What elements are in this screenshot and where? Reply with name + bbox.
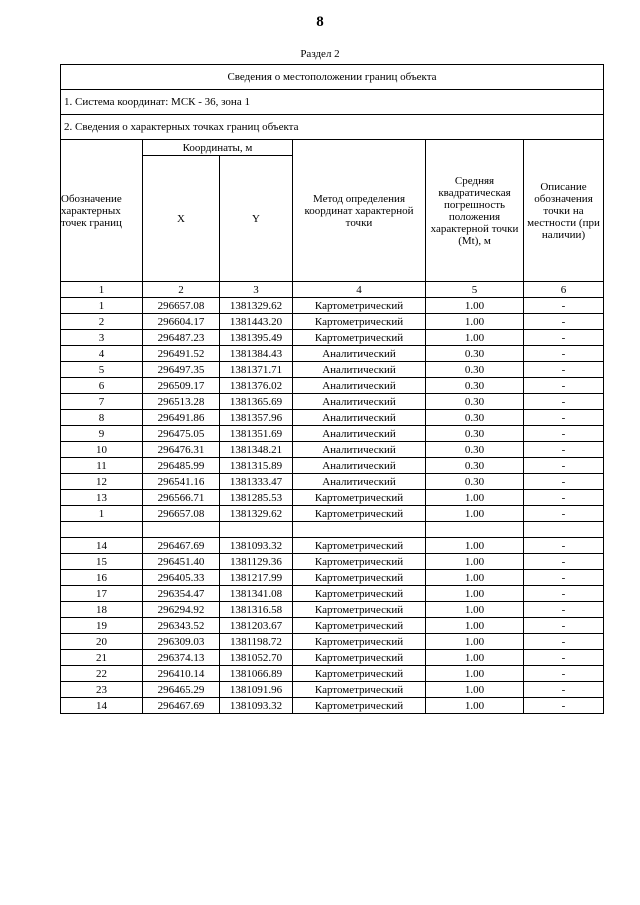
header-error: Средняя квадратическая погрешность положения характерной точки (Mt), м [426,140,524,282]
table-row [61,570,604,586]
error-cell: 0.30 [426,442,524,458]
y-coordinate-cell: 1381203.67 [220,618,293,634]
error-cell: 1.00 [426,506,524,522]
description-cell: - [524,426,604,442]
table-row [61,298,604,314]
error-cell: 1.00 [426,618,524,634]
x-coordinate-cell: 296509.17 [143,378,220,394]
point-id-cell: 3 [61,330,143,346]
description-cell: - [524,506,604,522]
method-cell: Картометрический [293,570,426,586]
y-coordinate-cell: 1381395.49 [220,330,293,346]
column-number: 5 [426,282,524,298]
method-cell: Картометрический [293,650,426,666]
description-cell: - [524,458,604,474]
table-row [61,666,604,682]
table-row [61,506,604,522]
point-id-cell: 4 [61,346,143,362]
description-cell: - [524,554,604,570]
error-cell: 1.00 [426,650,524,666]
description-cell: - [524,602,604,618]
description-cell: - [524,442,604,458]
error-cell: 1.00 [426,330,524,346]
point-id-cell: 6 [61,378,143,394]
x-coordinate-cell: 296497.35 [143,362,220,378]
error-cell: 0.30 [426,410,524,426]
point-id-cell: 9 [61,426,143,442]
y-coordinate-cell: 1381371.71 [220,362,293,378]
header-method: Метод определения координат характерной точки [293,140,426,282]
point-id-cell: 20 [61,634,143,650]
error-cell: 1.00 [426,490,524,506]
x-coordinate-cell: 296410.14 [143,666,220,682]
error-cell: 0.30 [426,474,524,490]
method-cell: Аналитический [293,362,426,378]
point-id-cell: 1 [61,506,143,522]
table-row [61,458,604,474]
table-row [61,314,604,330]
y-coordinate-cell: 1381329.62 [220,298,293,314]
column-number: 4 [293,282,426,298]
error-cell: 1.00 [426,586,524,602]
x-coordinate-cell: 296604.17 [143,314,220,330]
method-cell: Картометрический [293,490,426,506]
x-coordinate-cell: 296405.33 [143,570,220,586]
y-coordinate-cell: 1381198.72 [220,634,293,650]
x-coordinate-cell: 296354.47 [143,586,220,602]
point-id-cell: 18 [61,602,143,618]
description-cell: - [524,474,604,490]
method-cell: Картометрический [293,330,426,346]
description-cell: - [524,330,604,346]
table-row [61,490,604,506]
page-number: 8 [316,14,324,30]
table-row [61,394,604,410]
x-coordinate-cell: 296294.92 [143,602,220,618]
table-row [61,538,604,554]
y-coordinate-cell: 1381329.62 [220,506,293,522]
error-cell: 1.00 [426,666,524,682]
x-coordinate-cell: 296566.71 [143,490,220,506]
description-cell: - [524,698,604,714]
y-coordinate-cell: 1381093.32 [220,698,293,714]
error-cell: 1.00 [426,538,524,554]
method-cell: Картометрический [293,298,426,314]
header-coords: Координаты, м [143,140,293,156]
error-cell: 1.00 [426,634,524,650]
column-number: 6 [524,282,604,298]
point-id-cell: 22 [61,666,143,682]
method-cell: Аналитический [293,442,426,458]
point-id-cell: 14 [61,538,143,554]
point-id-cell: 1 [61,298,143,314]
empty-cell [220,522,293,538]
point-id-cell: 16 [61,570,143,586]
table-title: Сведения о местоположении границ объекта [61,65,604,90]
point-id-cell: 14 [61,698,143,714]
y-coordinate-cell: 1381443.20 [220,314,293,330]
x-coordinate-cell: 296657.08 [143,298,220,314]
y-coordinate-cell: 1381384.43 [220,346,293,362]
table-row [61,698,604,714]
point-id-cell: 8 [61,410,143,426]
y-coordinate-cell: 1381093.32 [220,538,293,554]
point-id-cell: 2 [61,314,143,330]
description-cell: - [524,538,604,554]
boundary-points-table [60,64,604,714]
point-id-cell: 19 [61,618,143,634]
column-number: 2 [143,282,220,298]
table-row [61,650,604,666]
points-caption: 2. Сведения о характерных точках границ объекта [61,115,604,140]
description-cell: - [524,410,604,426]
description-cell: - [524,394,604,410]
point-id-cell: 10 [61,442,143,458]
method-cell: Картометрический [293,314,426,330]
separator-row [61,522,604,538]
y-coordinate-cell: 1381351.69 [220,426,293,442]
method-cell: Картометрический [293,618,426,634]
error-cell: 0.30 [426,394,524,410]
column-number: 1 [61,282,143,298]
x-coordinate-cell: 296451.40 [143,554,220,570]
y-coordinate-cell: 1381091.96 [220,682,293,698]
point-id-cell: 5 [61,362,143,378]
point-id-cell: 12 [61,474,143,490]
y-coordinate-cell: 1381376.02 [220,378,293,394]
error-cell: 1.00 [426,698,524,714]
point-id-cell: 21 [61,650,143,666]
description-cell: - [524,490,604,506]
error-cell: 0.30 [426,378,524,394]
y-coordinate-cell: 1381129.36 [220,554,293,570]
table-row [61,378,604,394]
point-id-cell: 13 [61,490,143,506]
method-cell: Картометрический [293,506,426,522]
x-coordinate-cell: 296343.52 [143,618,220,634]
point-id-cell: 7 [61,394,143,410]
error-cell: 1.00 [426,570,524,586]
x-coordinate-cell: 296541.16 [143,474,220,490]
empty-cell [426,522,524,538]
section-label: Раздел 2 [300,48,340,60]
description-cell: - [524,634,604,650]
empty-cell [293,522,426,538]
description-cell: - [524,682,604,698]
table-row [61,442,604,458]
empty-cell [61,522,143,538]
table-row [61,474,604,490]
description-cell: - [524,666,604,682]
description-cell: - [524,298,604,314]
description-cell: - [524,346,604,362]
method-cell: Картометрический [293,554,426,570]
y-coordinate-cell: 1381365.69 [220,394,293,410]
description-cell: - [524,378,604,394]
empty-cell [143,522,220,538]
x-coordinate-cell: 296485.99 [143,458,220,474]
point-id-cell: 15 [61,554,143,570]
y-coordinate-cell: 1381066.89 [220,666,293,682]
header-point: Обозначение характерных точек границ [61,140,143,282]
x-coordinate-cell: 296657.08 [143,506,220,522]
method-cell: Картометрический [293,602,426,618]
description-cell: - [524,618,604,634]
x-coordinate-cell: 296491.52 [143,346,220,362]
x-coordinate-cell: 296309.03 [143,634,220,650]
y-coordinate-cell: 1381052.70 [220,650,293,666]
error-cell: 1.00 [426,554,524,570]
point-id-cell: 23 [61,682,143,698]
method-cell: Аналитический [293,410,426,426]
table-row [61,586,604,602]
method-cell: Картометрический [293,682,426,698]
y-coordinate-cell: 1381333.47 [220,474,293,490]
y-coordinate-cell: 1381217.99 [220,570,293,586]
x-coordinate-cell: 296467.69 [143,698,220,714]
y-coordinate-cell: 1381341.08 [220,586,293,602]
table-row [61,682,604,698]
table-row [61,362,604,378]
header-y: Y [220,156,293,282]
method-cell: Аналитический [293,426,426,442]
x-coordinate-cell: 296374.13 [143,650,220,666]
method-cell: Аналитический [293,346,426,362]
point-id-cell: 11 [61,458,143,474]
error-cell: 0.30 [426,346,524,362]
method-cell: Картометрический [293,666,426,682]
x-coordinate-cell: 296465.29 [143,682,220,698]
table-row [61,410,604,426]
error-cell: 0.30 [426,426,524,442]
header-x: X [143,156,220,282]
error-cell: 1.00 [426,314,524,330]
method-cell: Картометрический [293,634,426,650]
table-row [61,330,604,346]
y-coordinate-cell: 1381316.58 [220,602,293,618]
table-row [61,346,604,362]
column-number: 3 [220,282,293,298]
method-cell: Картометрический [293,698,426,714]
coord-system: 1. Система координат: МСК - 36, зона 1 [61,90,604,115]
x-coordinate-cell: 296467.69 [143,538,220,554]
point-id-cell: 17 [61,586,143,602]
method-cell: Аналитический [293,378,426,394]
table-row [61,554,604,570]
header-description: Описание обозначения точки на местности (при наличии) [524,140,604,282]
y-coordinate-cell: 1381357.96 [220,410,293,426]
table-row [61,426,604,442]
x-coordinate-cell: 296475.05 [143,426,220,442]
y-coordinate-cell: 1381348.21 [220,442,293,458]
x-coordinate-cell: 296513.28 [143,394,220,410]
x-coordinate-cell: 296487.23 [143,330,220,346]
y-coordinate-cell: 1381285.53 [220,490,293,506]
error-cell: 1.00 [426,298,524,314]
y-coordinate-cell: 1381315.89 [220,458,293,474]
error-cell: 0.30 [426,362,524,378]
column-numbers-row [61,282,604,298]
method-cell: Аналитический [293,394,426,410]
error-cell: 0.30 [426,458,524,474]
description-cell: - [524,314,604,330]
x-coordinate-cell: 296476.31 [143,442,220,458]
description-cell: - [524,570,604,586]
x-coordinate-cell: 296491.86 [143,410,220,426]
error-cell: 1.00 [426,682,524,698]
empty-cell [524,522,604,538]
error-cell: 1.00 [426,602,524,618]
method-cell: Аналитический [293,474,426,490]
method-cell: Аналитический [293,458,426,474]
table-row [61,602,604,618]
table-row [61,618,604,634]
description-cell: - [524,586,604,602]
description-cell: - [524,650,604,666]
method-cell: Картометрический [293,586,426,602]
description-cell: - [524,362,604,378]
method-cell: Картометрический [293,538,426,554]
table-row [61,634,604,650]
